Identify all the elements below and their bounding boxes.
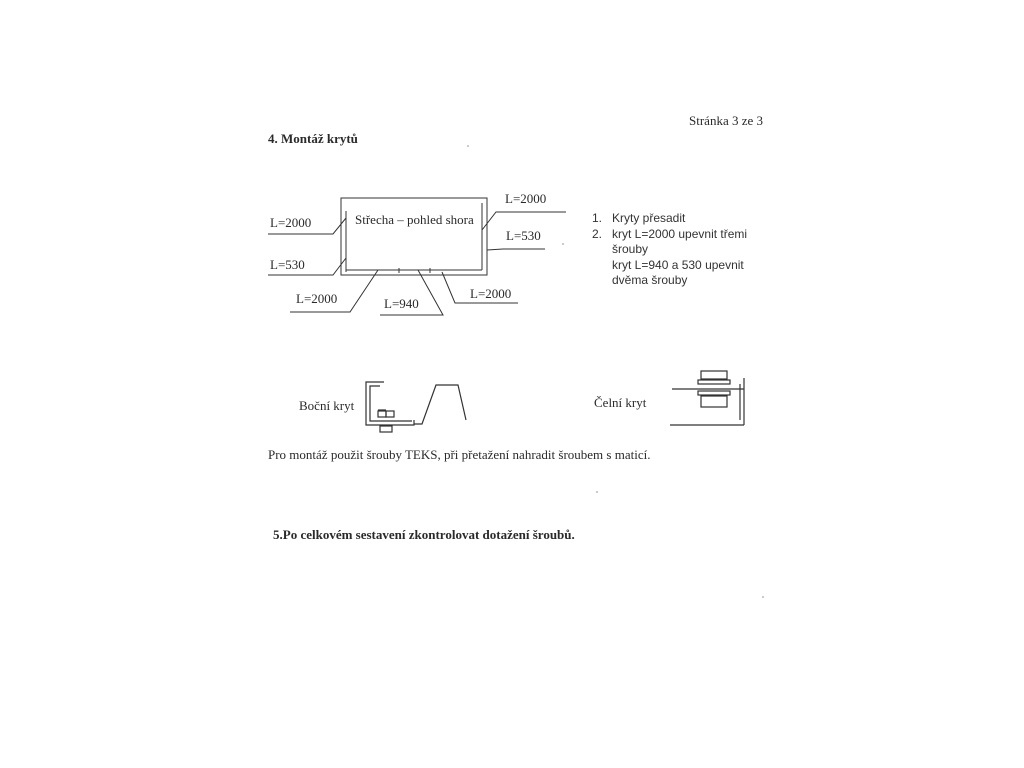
roof-label: Střecha – pohled shora: [355, 212, 474, 227]
page-number: Stránka 3 ze 3: [689, 113, 764, 128]
scan-speck: [562, 243, 564, 245]
side-cover-label: Boční kryt: [299, 398, 355, 413]
label-left-bottom: L=530: [270, 257, 305, 272]
label-right-middle: L=530: [506, 228, 541, 243]
label-left-top: L=2000: [270, 215, 312, 230]
label-bottom-middle: L=940: [384, 296, 419, 311]
bolt-nut-bottom: [701, 396, 727, 407]
step-text: kryt L=2000 upevnit třemi: [612, 226, 748, 241]
front-cover-label: Čelní kryt: [594, 395, 647, 410]
label-right-top: L=2000: [505, 191, 547, 206]
bolt-nut-top: [701, 371, 727, 379]
step-number: 2.: [592, 226, 603, 241]
step-text: Kryty přesadit: [612, 211, 686, 225]
section-4-heading: 4. Montáž krytů: [268, 131, 358, 146]
step-continuation: kryt L=940 a 530 upevnit: [612, 257, 744, 272]
label-bottom-right: L=2000: [470, 286, 512, 301]
mounting-note: Pro montáž použit šrouby TEKS, při přetažení nahradit šroubem s maticí.: [268, 447, 651, 462]
scan-speck: [596, 491, 598, 493]
step-continuation: dvěma šrouby: [612, 273, 688, 287]
section-5-heading: 5.Po celkovém sestavení zkontrolovat dotažení šroubů.: [273, 527, 575, 542]
scan-speck: [467, 145, 469, 147]
bolt-washer-bottom: [698, 391, 730, 395]
bolt-washer-top: [698, 380, 730, 384]
step-continuation: šrouby: [612, 242, 649, 256]
scan-speck: [762, 596, 764, 598]
step-number: 1.: [592, 211, 603, 225]
label-bottom-left: L=2000: [296, 291, 338, 306]
